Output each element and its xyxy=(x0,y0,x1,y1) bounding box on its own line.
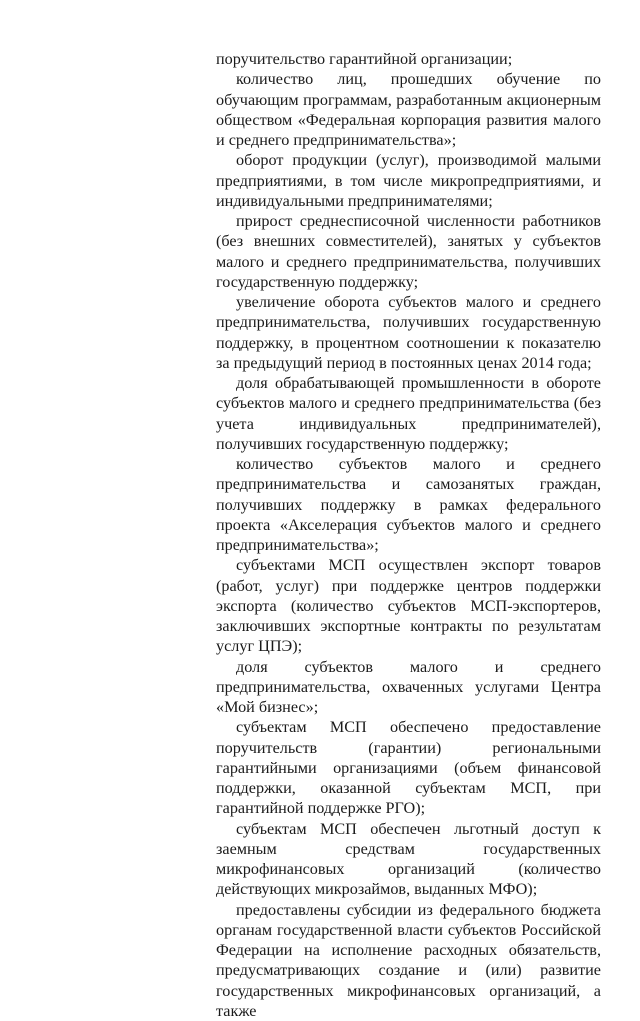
document-page xyxy=(216,49,601,1021)
paragraph: субъектам МСП обеспечен льготный доступ к заемным средствам государственных микрофинансовых организаций (количество действующих микрозаймов, выданных МФО); xyxy=(216,819,601,900)
paragraph: доля субъектов малого и среднего предпринимательства, охваченных услугами Центра «Мой бизнес»; xyxy=(216,657,601,718)
paragraph: увеличение оборота субъектов малого и среднего предпринимательства, получивших государственную поддержку, в процентном соотношении к показателю за предыдущий период в постоянных ценах 2014 года; xyxy=(216,292,601,373)
paragraph: предоставлены субсидии из федерального бюджета органам государственной власти субъектов Российской Федерации на исполнение расходных обязательств, предусматривающих создание и (или) развитие государственных микрофинансовых организаций, а также xyxy=(216,900,601,1021)
paragraph: поручительство гарантийной организации; xyxy=(216,49,601,69)
paragraph: субъектам МСП обеспечено предоставление поручительств (гарантии) региональными гарантийными организациями (объем финансовой поддержки, оказанной субъектам МСП, при гарантийной поддержке РГО); xyxy=(216,717,601,818)
paragraph: субъектами МСП осуществлен экспорт товаров (работ, услуг) при поддержке центров поддержки экспорта (количество субъектов МСП-экспортеров, заключивших экспортные контракты по результатам услуг ЦПЭ); xyxy=(216,555,601,656)
paragraph: доля обрабатывающей промышленности в обороте субъектов малого и среднего предпринимательства (без учета индивидуальных предпринимателей), получивших государственную поддержку; xyxy=(216,373,601,454)
paragraph: количество лиц, прошедших обучение по обучающим программам, разработанным акционерным обществом «Федеральная корпорация развития малого и среднего предпринимательства»; xyxy=(216,69,601,150)
paragraph: количество субъектов малого и среднего предпринимательства и самозанятых граждан, получивших поддержку в рамках федерального проекта «Акселерация субъектов малого и среднего предпринимательства»; xyxy=(216,454,601,555)
paragraph: прирост среднесписочной численности работников (без внешних совместителей), занятых у субъектов малого и среднего предпринимательства, получивших государственную поддержку; xyxy=(216,211,601,292)
paragraph: оборот продукции (услуг), производимой малыми предприятиями, в том числе микропредприятиями, и индивидуальными предпринимателями; xyxy=(216,150,601,211)
